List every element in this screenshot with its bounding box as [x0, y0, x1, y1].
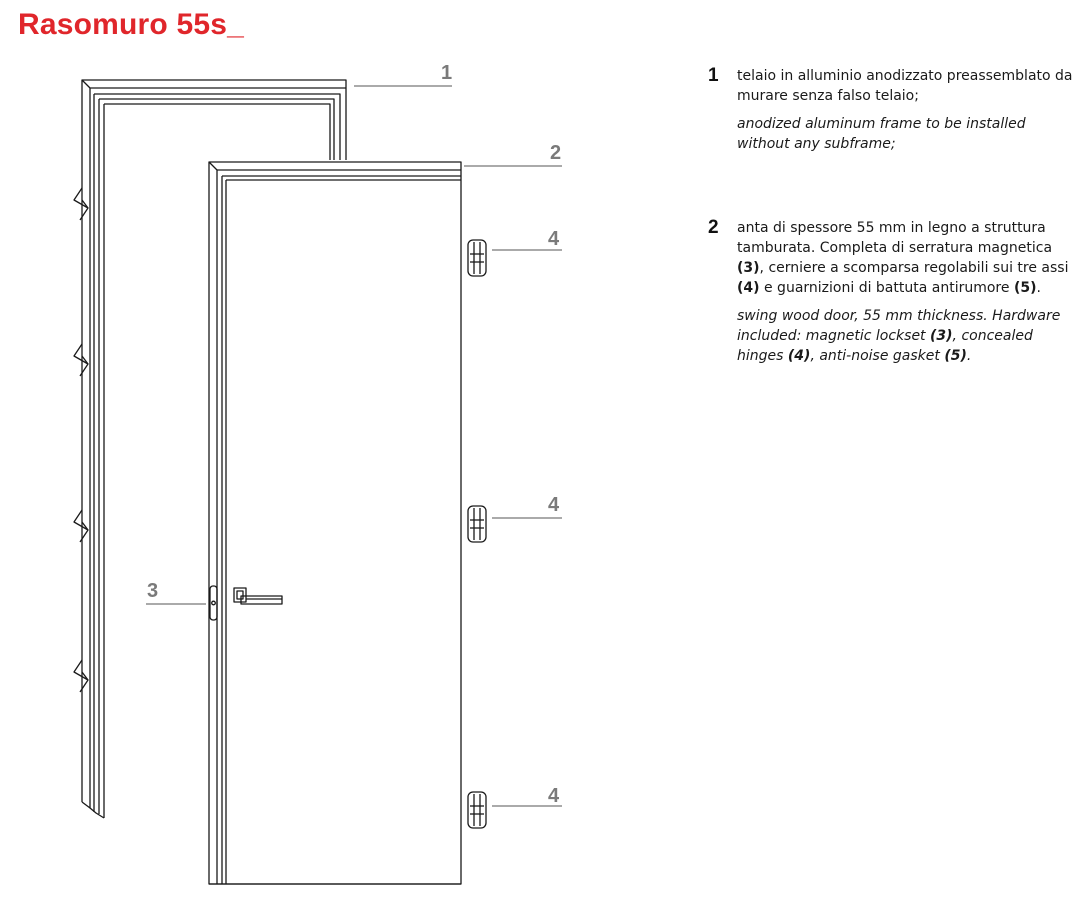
ref-lock: (3)	[930, 328, 953, 344]
callout-4-top: 4	[548, 228, 560, 250]
ref-lock: (3)	[737, 260, 760, 276]
hinge-bottom	[468, 792, 486, 828]
ref-gasket: (5)	[944, 348, 967, 364]
ref-gasket: (5)	[1013, 280, 1037, 296]
wall-anchor	[74, 510, 88, 542]
legend-number-2: 2	[708, 217, 719, 238]
ref-hinge: (4)	[787, 348, 811, 364]
legend-text-en-2: swing wood door, 55 mm thickness. Hardware included: magnetic lockset (3), concealed hinges (4), anti-noise gasket (5).	[737, 308, 1061, 364]
wall-anchor	[74, 188, 88, 220]
callout-4-bottom: 4	[548, 785, 560, 807]
legend-text-en-1: anodized aluminum frame to be installed without any subframe;	[737, 116, 1026, 152]
callout-2: 2	[550, 142, 562, 164]
door-leaf-drawing	[209, 162, 461, 884]
hinge-top	[468, 240, 486, 276]
callout-4-middle: 4	[548, 494, 560, 516]
callout-3: 3	[147, 580, 159, 602]
legend-text-it-2: anta di spessore 55 mm in legno a struttura tamburata. Completa di serratura magnetica (3), cerniere a scomparsa regolabili sui tre assi (4) e guarnizioni di battuta antirumore (5).	[737, 220, 1069, 296]
wall-anchor	[74, 344, 88, 376]
wall-anchor	[74, 660, 88, 692]
legend-number-1: 1	[708, 65, 719, 86]
legend-item-2	[708, 218, 1080, 374]
page-title: Rasomuro 55s_	[18, 8, 245, 41]
callout-1: 1	[441, 62, 453, 84]
ref-hinge: (4)	[737, 280, 760, 296]
legend-item-1	[708, 66, 1080, 162]
hinge-middle	[468, 506, 486, 542]
legend-text-it-1: telaio in alluminio anodizzato preassemblato da murare senza falso telaio;	[737, 68, 1073, 104]
